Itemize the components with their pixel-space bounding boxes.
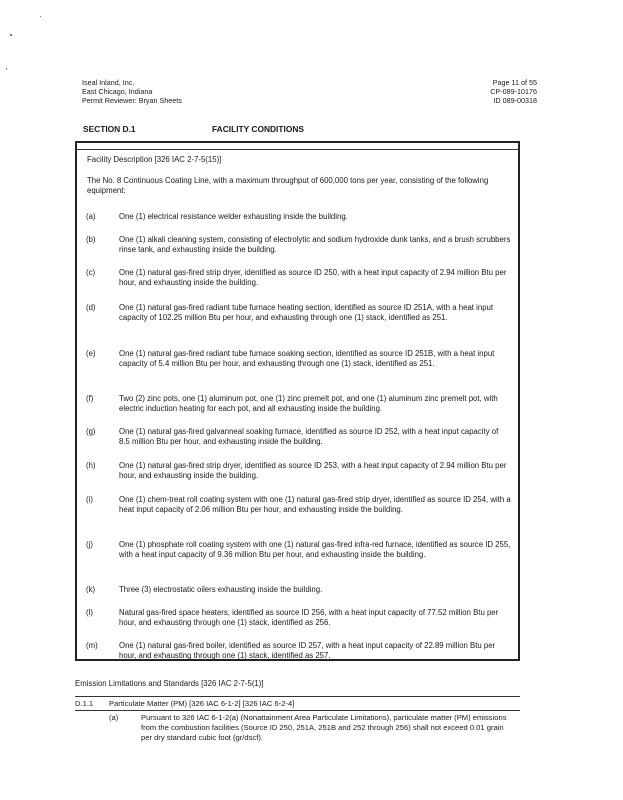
item-label: (g) <box>86 427 96 436</box>
item-text: One (1) electrical resistance welder exhausting inside the building. <box>119 212 348 221</box>
header-left <box>82 78 182 106</box>
condition-number: D.1.1 <box>75 699 94 708</box>
condition-item-text: Pursuant to 326 IAC 6-1-2(a) (Nonattainment Area Particulate Limitations), particulate matter (PM) emissions from the combustion facilities (Source ID 250, 251A, 251B and 252 through 256) shall not exceed 0.01 grain per dry standard cubic foot (gr/dscf). <box>141 713 507 742</box>
item-text: One (1) natural gas-fired boiler, identified as source ID 257, with a heat input capacity of 22.89 million Btu per hour, and exhausting through one (1) stack, identified as 257. <box>119 641 496 660</box>
item-label: (f) <box>86 394 94 403</box>
condition-title: Particulate Matter (PM) [326 IAC 6-1-2] [326 IAC 6-2-4] <box>109 699 295 708</box>
item-label: (k) <box>86 585 96 594</box>
item-text: One (1) natural gas-fired galvanneal soaking furnace, identified as source ID 252, with a heat input capacity of 8.5 million Btu per hour, and exhausting inside the building. <box>119 427 499 446</box>
section-divider <box>75 696 520 697</box>
item-text: One (1) natural gas-fired radiant tube furnace heating section, identified as source ID 251A, with a heat input capacity of 102.25 million Btu per hour, and exhausting through one (1) stack, identified as 251. <box>119 303 494 322</box>
item-label: (c) <box>86 268 96 277</box>
facility-description-title: Facility Description [326 IAC 2-7-5(15)] <box>87 155 222 164</box>
item-text: One (1) chem-treat roll coating system with one (1) natural gas-fired strip dryer, identified as source ID 254, with a heat input capacity of 2.06 million Btu per hour, and exhausting inside the building. <box>119 495 511 514</box>
emission-limitations-heading: Emission Limitations and Standards [326 IAC 2-7-5(1)] <box>75 679 264 688</box>
item-text: One (1) phosphate roll coating system with one (1) natural gas-fired infra-red furnace, identified as source ID 255, with a heat input capacity of 9.36 million Btu per hour, and exhausting inside the building. <box>119 540 511 559</box>
facility-description-box <box>75 141 520 661</box>
header-company: Iseal Inland, Inc. <box>82 78 135 87</box>
item-label: (b) <box>86 235 96 244</box>
header-location: East Chicago, Indiana <box>82 87 153 97</box>
item-text: Three (3) electrostatic oilers exhausting inside the building. <box>119 585 323 594</box>
item-text: Natural gas-fired space heaters, identified as source ID 256, with a heat input capacity of 77.52 million Btu per hour, and exhausting through one (1) stack, identified as 256. <box>119 608 499 627</box>
condition-item-label: (a) <box>109 713 119 722</box>
item-text: One (1) natural gas-fired strip dryer, identified as source ID 250, with a heat input capacity of 2.94 million Btu per hour, and exhausting inside the building. <box>119 268 507 287</box>
scan-speck <box>40 16 41 17</box>
item-label: (e) <box>86 349 96 358</box>
scan-speck <box>10 34 12 36</box>
section-number: SECTION D.1 <box>83 124 136 134</box>
facility-intro: The No. 8 Continuous Coating Line, with a maximum throughput of 600,000 tons per year, consisting of the following equipment: <box>87 176 489 195</box>
item-text: One (1) natural gas-fired strip dryer, identified as source ID 253, with a heat input capacity of 2.94 million Btu per hour, and exhausting inside the building. <box>119 461 507 480</box>
header-plant-id: ID 089-00318 <box>493 96 537 106</box>
item-label: (a) <box>86 212 96 221</box>
item-label: (l) <box>86 608 93 617</box>
condition-divider <box>75 710 520 711</box>
section-title: FACILITY CONDITIONS <box>212 124 304 134</box>
item-label: (d) <box>86 303 96 312</box>
item-label: (j) <box>86 540 93 549</box>
header-right <box>462 78 537 106</box>
item-label: (m) <box>86 641 98 650</box>
item-text: One (1) natural gas-fired radiant tube furnace soaking section, identified as source ID 251B, with a heat input capacity of 5.4 million Btu per hour, and exhausting through one (1) stack, identified as 251. <box>119 349 495 368</box>
item-text: One (1) alkali cleaning system, consisting of electrolytic and sodium hydroxide dunk tanks, and a brush scrubbers rinse tank, and exhausting inside the building. <box>119 235 511 254</box>
item-text: Two (2) zinc pots, one (1) aluminum pot, one (1) zinc premelt pot, and one (1) aluminum zinc premelt pot, with electric induction heating for each pot, and all exhausting inside the building. <box>119 394 498 413</box>
header-reviewer: Permit Reviewer: Bryan Sheets <box>82 96 182 106</box>
scan-speck <box>6 68 7 70</box>
item-label: (h) <box>86 461 96 470</box>
header-permit-number: CP-089-10176 <box>490 87 537 97</box>
header-page-number: Page 11 of 55 <box>492 78 537 87</box>
item-label: (i) <box>86 495 93 504</box>
